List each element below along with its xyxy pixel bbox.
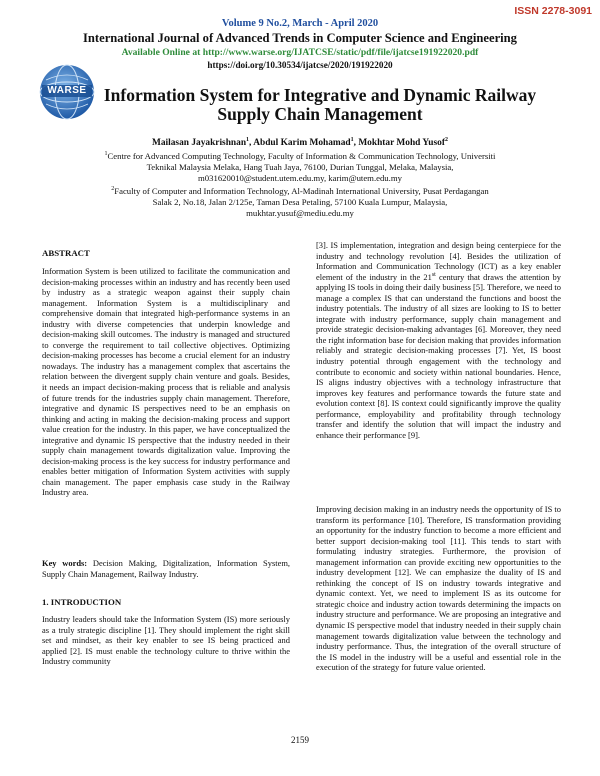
right-p1-part-a: [3]. IS implementation, integration and design being centerpiece for the industry and technology revolution [4]. Besides the utilization of Information and Communication Technology (ICT) as a key enabler element of the industry in the 21 (316, 240, 561, 282)
keywords (42, 558, 290, 579)
right-column-paragraph-1 (316, 240, 561, 440)
title-line-1: Information System for Integrative and Dynamic Railway (103, 85, 537, 105)
keywords-text: Decision Making, Digitalization, Information System, Supply Chain Management, Railway Industry. (42, 558, 290, 579)
right-p1-part-b: century that draws the attention by applying IS tools in doing their daily business [5]. Therefore, we need to manage a complex IS that can understand the functions and boost the industry potentials. The industry of all sizes are looking to IS to better integrate with industry performance, supply chain management and provide strategic decision-making advantages [6]. Moreover, they need the right information base for decision making that provides information reliably and strategic decision-making processes [7]. Yet, IS boost industry potential through engagement with the technology and contribute to economic and society within national boundaries. Hence, IS aligns industry objectives with a technology infrastructure that improves key features and performance towards the future state and evolution context [8]. IS context could significantly improve the quality performance, employability and profitability through technology transfer and identify the solution that will impact the industry and enhance their performance [9]. (316, 271, 561, 440)
affiliation-1-mark: 1 (104, 151, 108, 158)
author-3: Mokhtar Mohd Yusof (358, 138, 445, 148)
right-p1-sup: st (431, 271, 436, 278)
available-online-link[interactable]: Available Online at http://www.warse.org/IJATCSE/static/pdf/file/ijatcse191922020.pdf (121, 47, 479, 58)
logo-text: WARSE (47, 85, 87, 96)
author-2: Abdul Karim Mohamad (253, 138, 351, 148)
abstract-heading (42, 243, 290, 261)
author-1-affil: 1 (246, 136, 250, 143)
paper-title (100, 86, 540, 124)
affiliation-1-line-2: Teknikal Malaysia Melaka, Hang Tuah Jaya, 76100, Durian Tunggal, Melaka, Malaysia, (146, 162, 454, 173)
journal-name: International Journal of Advanced Trends in Computer Science and Engineering (83, 31, 517, 45)
affiliation-2-emails: mukhtar.yusuf@mediu.edu.my (246, 208, 354, 219)
author-2-affil: 1 (350, 136, 354, 143)
abstract-body (42, 266, 290, 498)
volume-line: Volume 9 No.2, March - April 2020 (221, 18, 379, 29)
affiliation-2-mark: 2 (111, 186, 115, 193)
introduction-title: 1. INTRODUCTION (42, 597, 122, 607)
author-1: Mailasan Jayakrishnan (152, 138, 247, 148)
right-column-paragraph-2 (316, 504, 561, 673)
doi-link[interactable]: https://doi.org/10.30534/ijatcse/2020/191922020 (207, 60, 393, 70)
author-3-affil: 2 (444, 136, 448, 143)
affiliation-1-emails: m031620010@student.utem.edu.my, karim@utem.edu.my (198, 173, 402, 184)
affiliation-2 (50, 186, 550, 220)
abstract-text: Information System is been utilized to facilitate the communication and decision-making processes within an industry and has recently been used by industry as a strategic weapon against their supply chain management. Information System is a multidisciplinary and comprehensive domain that integrated high-performance systems in an industry with diverse competencies that underpin knowledge and decision-making skill outcomes. The industry is managed and structured to converge the requirement to tail collective objectives. Optimizing decision-making processes has become a crucial element for an industry nowadays. The industry has a management complex that ascertains the relation between the divergent supply chain venture and goals. Besides, it needs an impact decision-making process that is reliable and analysis of future trends for the industries supply chain management. Therefore, integrative and dynamic IS perspectives need to be an emphasis on thinking and acting in making the decision-making process and support value creation for the industry. In this paper, we have conceptualized the integrative and dynamic IS perspective that the industry needed in their supply chain management towards digitalization value. Improving the decision-making process is the key success for industry performance and enables better mitigation of Information System activities with supply chain management. The paper emphasis case study in the Railway Industry area. (42, 266, 290, 498)
affiliation-2-line-1: Faculty of Computer and Information Technology, Al-Madinah International University, Pusat Perdagangan (114, 186, 489, 196)
introduction-text: Industry leaders should take the Information System (IS) more seriously as a truly strategic discipline [1]. They should implement the right skill set and mindset, as their key enabler to see IS being practiced and applied [2]. IS must enable the technology culture to thrive within the Industry community (42, 614, 290, 667)
abstract-title: ABSTRACT (42, 248, 90, 258)
right-p2-text: Improving decision making in an industry needs the opportunity of IS to transform its performance [10]. Therefore, IS transformation providing an opportunity for the industry function to become a more efficient and better support decision-making tool [11]. This tends to start with formulating industry strategies. Furthermore, the provision of management information can provide exciting new opportunities to the industry development [12]. We can emphasize the duality of IS and rethinking the concept of IS on industry towards integrative and dynamic context. Yet, we need to implement IS as its outcome for strategic choice and industry action towards determining the impacts on industry structure and performance. We are proposing an integrative and dynamic IS perspective model that industry needed in their supply chain management towards digitalization value between the technology and industry performance. Thus, the integration of the overall structure of the IS model in the industry will be a useful and essential role in the execution of the strategy for future value oriented. (316, 504, 561, 673)
page-number: 2159 (291, 735, 309, 745)
title-line-2: Supply Chain Management (217, 104, 423, 124)
author-list: Mailasan Jayakrishnan$^1$, Abdul Karim Mohamad$^1$, Mokhtar Mohd Yusof$^2$ (152, 136, 448, 148)
warse-logo (36, 62, 98, 122)
affiliation-1 (50, 151, 550, 185)
issn-label: ISSN 2278-3091 (514, 5, 592, 17)
affiliation-2-line-2: Salak 2, No.18, Jalan 2/125e, Taman Desa Petaling, 57100 Kuala Lumpur, Malaysia, (152, 197, 448, 208)
introduction-body (42, 614, 290, 667)
affiliation-1-line-1: Centre for Advanced Computing Technology, Faculty of Information & Communication Technology, Universiti (107, 151, 496, 161)
introduction-heading (42, 592, 290, 610)
keywords-label: Key words: (42, 558, 88, 568)
